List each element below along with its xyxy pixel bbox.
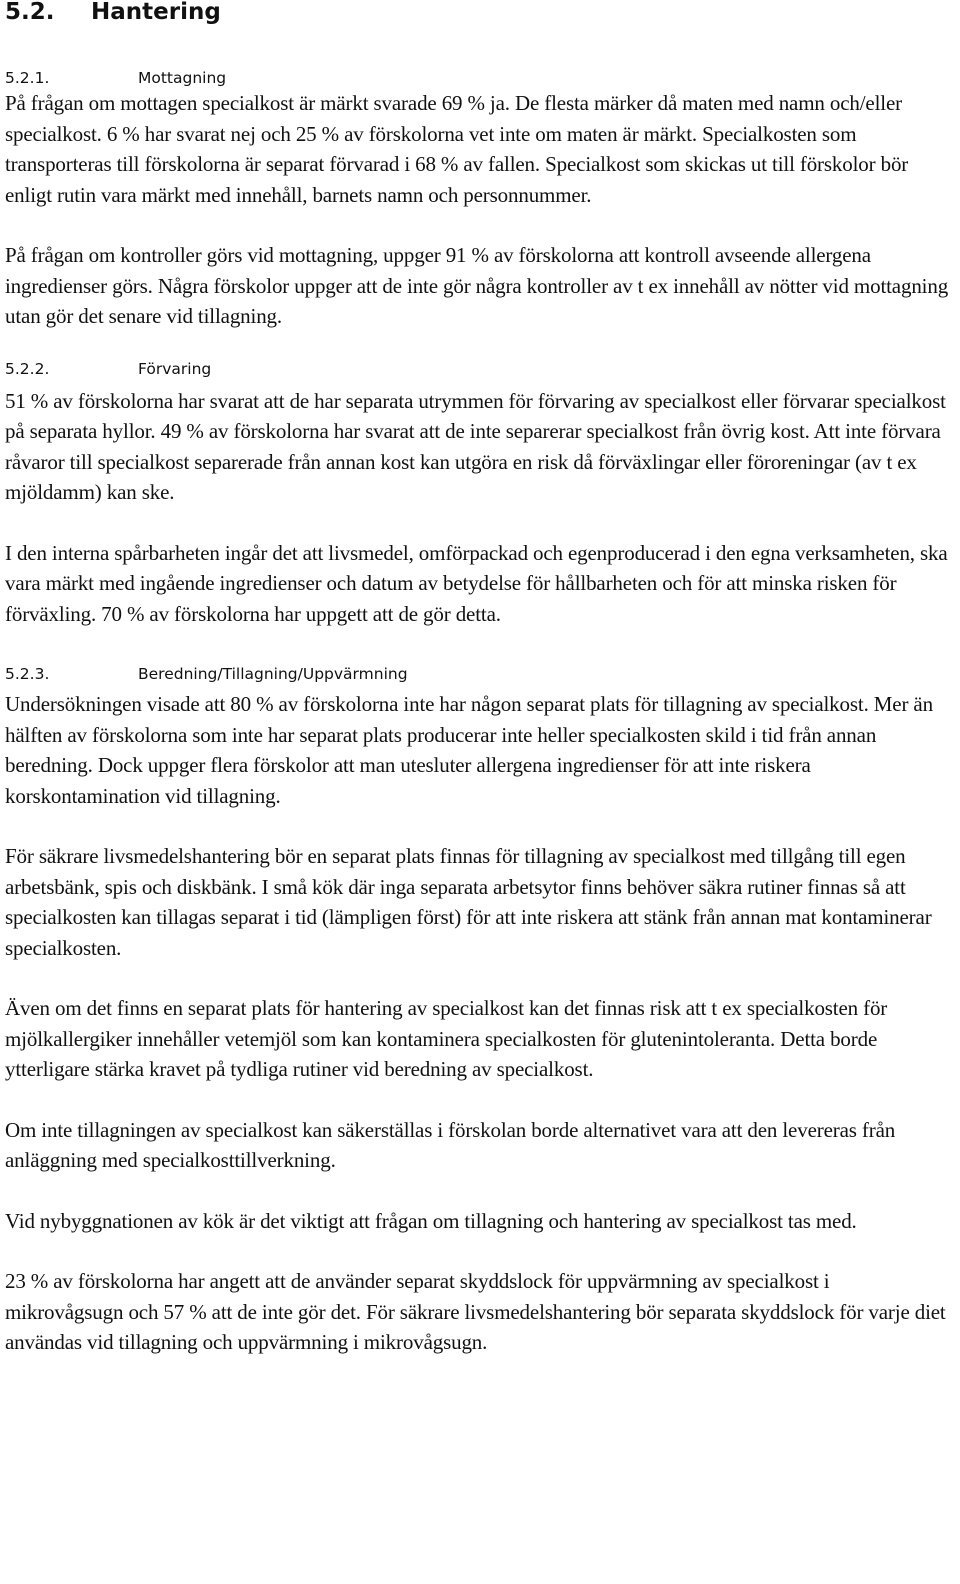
section-heading xyxy=(5,0,950,41)
subsection-title: Förvaring xyxy=(138,359,212,378)
section-title: Hantering xyxy=(91,0,221,25)
paragraph: 51 % av förskolorna har svarat att de har separata utrymmen för förvaring av specialkost eller förvarar specialkost på separata hyllor. 49 % av förskolorna har svarat att de inte separerar specialkost från övrig kost. Att inte förvara råvaror till specialkost separerade från annan kost kan utgöra en risk då förväxlingar eller föroreningar (av t ex mjöldamm) kan ske. xyxy=(5,388,946,504)
subsection-heading-forvaring xyxy=(5,354,950,384)
subsection-heading-beredning xyxy=(5,659,950,689)
paragraph: Även om det finns en separat plats för hantering av specialkost kan det finnas risk att t ex specialkosten för mjölkallergiker innehåller vetemjöl som kan kontaminera specialkosten för glutenintoleranta. Detta borde ytterligare stärka kravet på tydliga rutiner vid beredning av specialkost. xyxy=(5,996,888,1081)
paragraph: I den interna spårbarheten ingår det att livsmedel, omförpackad och egenproducerad i den egna verksamheten, ska vara märkt med ingående ingredienser och datum av betydelse för hållbarheten och för att minska risken för förväxling. 70 % av förskolorna har uppgett att de gör detta. xyxy=(5,540,948,626)
paragraph: 23 % av förskolorna har angett att de använder separat skyddslock för uppvärmning av specialkost i mikrovågsugn och 57 % att de inte gör det. För säkrare livsmedelshantering bör separata skyddslock för varje diet användas vid tillagning och uppvärmning i mikrovågsugn. xyxy=(5,1269,946,1354)
subsection-number: 5.2.3. xyxy=(5,665,50,683)
paragraph: Om inte tillagningen av specialkost kan säkerställas i förskolan borde alternativet vara att den levereras från anläggning med specialkosttillverkning. xyxy=(5,1117,896,1172)
section-number: 5.2. xyxy=(5,0,55,25)
paragraph: Vid nybyggnationen av kök är det viktigt att frågan om tillagning och hantering av specialkost tas med. xyxy=(5,1208,857,1233)
subsection-title: Mottagning xyxy=(138,69,227,87)
paragraph: Undersökningen visade att 80 % av förskolorna inte har någon separat plats för tillagning av specialkost. Mer än hälften av förskolorna som inte har separat plats producerar inte heller specialkosten skild i tid från annan beredning. Dock uppger flera förskolor att man utesluter allergena ingredienser för att inte riskera korskontamination vid tillagning. xyxy=(5,692,933,808)
document-page xyxy=(5,0,950,1358)
subsection-number: 5.2.1. xyxy=(5,69,50,87)
subsection-number: 5.2.2. xyxy=(5,359,50,378)
subsection-title: Beredning/Tillagning/Uppvärmning xyxy=(138,665,408,683)
paragraph: På frågan om mottagen specialkost är märkt svarade 69 % ja. De flesta märker då maten med namn och/eller specialkost. 6 % har svarat nej och 25 % av förskolorna vet inte om maten är märkt. Specialkosten som transporteras till förskolorna är separat förvarad i 68 % av fallen. Specialkost som skickas ut till förskolor bör enligt rutin vara märkt med innehåll, barnets namn och personnummer. xyxy=(5,91,909,207)
paragraph: För säkrare livsmedelshantering bör en separat plats finnas för tillagning av specialkost med tillgång till egen arbetsbänk, spis och diskbänk. I små kök där inga separata arbetsytor finns behöver säkra rutiner finnas så att specialkosten kan tillagas separat i tid (lämpligen först) för att inte riskera att stänk från annan mat kontaminerar specialkosten. xyxy=(5,844,932,960)
paragraph: På frågan om kontroller görs vid mottagning, uppger 91 % av förskolorna att kontroll avseende allergena ingredienser görs. Några förskolor uppger att de inte gör några kontroller av t ex innehåll av nötter vid mottagning utan gör det senare vid tillagning. xyxy=(5,243,949,328)
